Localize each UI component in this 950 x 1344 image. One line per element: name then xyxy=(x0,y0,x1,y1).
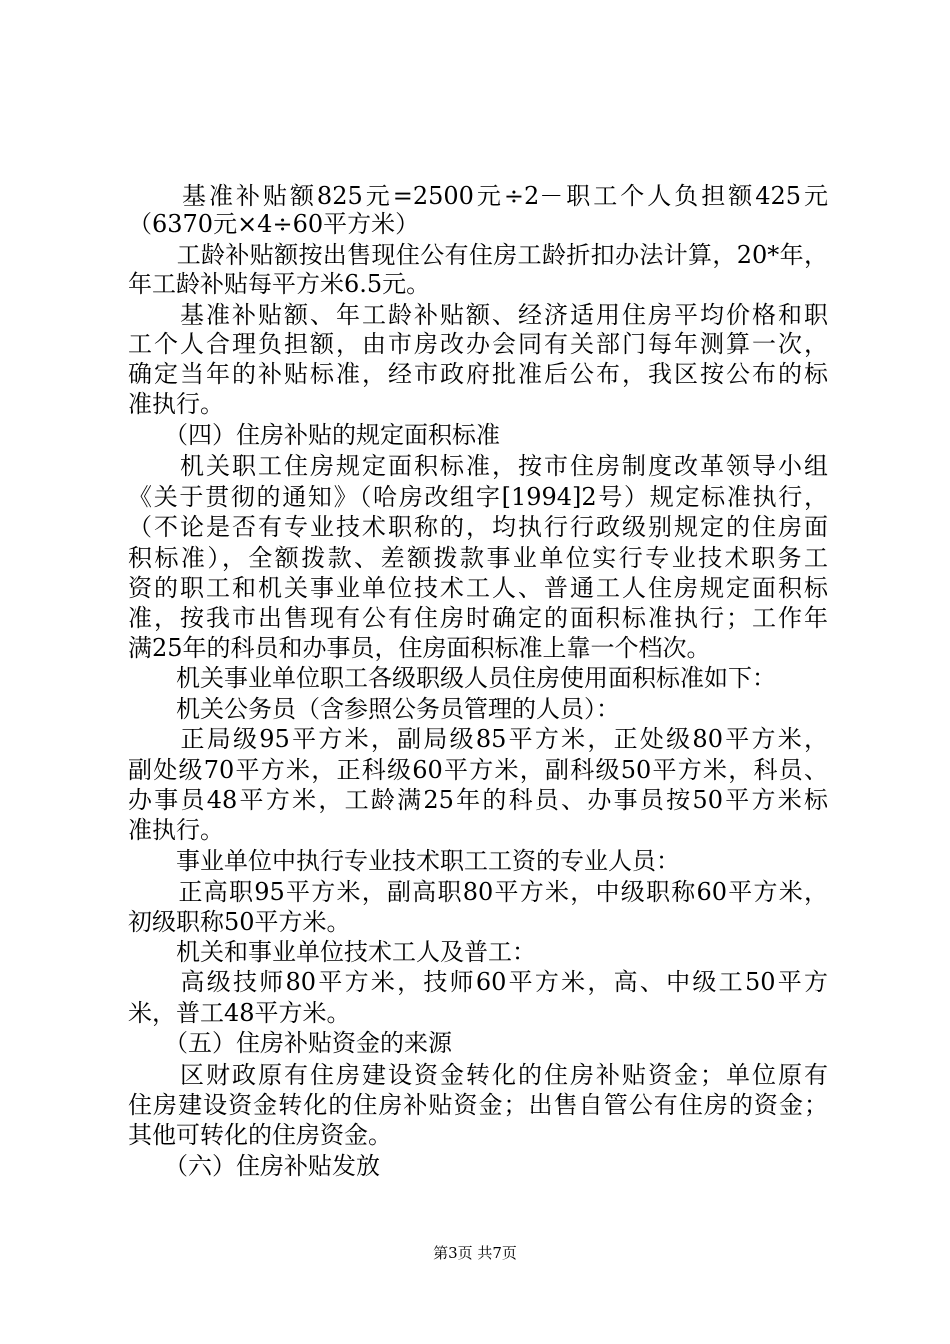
text-line: 住房建设资金转化的住房补贴资金；出售自管公有住房的资金； xyxy=(128,1091,828,1119)
text-line: 机关公务员（含参照公务员管理的人员）： xyxy=(128,695,620,723)
text-line: 年工龄补贴每平方米6.5元。 xyxy=(128,270,431,298)
text-line: （不论是否有专业技术职称的，均执行行政级别规定的住房面 xyxy=(128,513,828,541)
text-line: 基准补贴额、年工龄补贴额、经济适用住房平均价格和职 xyxy=(128,301,828,329)
text-line: （五）住房补贴资金的来源 xyxy=(128,1029,452,1057)
text-line: 准执行。 xyxy=(128,816,224,844)
text-line: 资的职工和机关事业单位技术工人、普通工人住房规定面积标 xyxy=(128,574,828,602)
text-line: 满25年的科员和办事员，住房面积标准上靠一个档次。 xyxy=(128,634,711,662)
text-line: 区财政原有住房建设资金转化的住房补贴资金；单位原有 xyxy=(128,1061,828,1089)
text-line: 办事员48平方米，工龄满25年的科员、办事员按50平方米标 xyxy=(128,786,828,814)
text-line: （六）住房补贴发放 xyxy=(128,1152,380,1180)
text-line: 基准补贴额825元=2500元÷2－职工个人负担额425元 xyxy=(128,182,828,210)
text-line: 积标准），全额拨款、差额拨款事业单位实行专业技术职务工 xyxy=(128,544,828,572)
text-line: 初级职称50平方米。 xyxy=(128,908,351,936)
text-line: 正高职95平方米，副高职80平方米，中级职称60平方米， xyxy=(128,878,828,906)
text-line: 准执行。 xyxy=(128,390,224,418)
text-line: 机关职工住房规定面积标准，按市住房制度改革领导小组 xyxy=(128,452,828,480)
text-line: 米，普工48平方米。 xyxy=(128,999,351,1027)
text-line: 准，按我市出售现有公有住房时确定的面积标准执行；工作年 xyxy=(128,604,828,632)
page-footer: 第3页 共7页 xyxy=(433,1244,517,1262)
text-line: 其他可转化的住房资金。 xyxy=(128,1121,392,1149)
text-line: 副处级70平方米，正科级60平方米，副科级50平方米，科员、 xyxy=(128,756,828,784)
text-line: 工龄补贴额按出售现住公有住房工龄折扣办法计算，20*年， xyxy=(128,241,828,269)
text-line: 正局级95平方米，副局级85平方米，正处级80平方米， xyxy=(128,725,828,753)
text-line: 工个人合理负担额，由市房改办会同有关部门每年测算一次， xyxy=(128,330,828,358)
text-line: 机关事业单位职工各级职级人员住房使用面积标准如下： xyxy=(128,664,776,692)
text-line: （6370元×4÷60平方米） xyxy=(128,210,420,238)
text-line: 确定当年的补贴标准，经市政府批准后公布，我区按公布的标 xyxy=(128,360,828,388)
text-line: 《关于贯彻的通知》（哈房改组字[1994]2号）规定标准执行， xyxy=(128,483,828,511)
text-line: 高级技师80平方米，技师60平方米，高、中级工50平方 xyxy=(128,968,828,996)
text-line: （四）住房补贴的规定面积标准 xyxy=(128,421,500,449)
text-line: 事业单位中执行专业技术职工工资的专业人员： xyxy=(128,847,680,875)
text-line: 机关和事业单位技术工人及普工： xyxy=(128,938,536,966)
